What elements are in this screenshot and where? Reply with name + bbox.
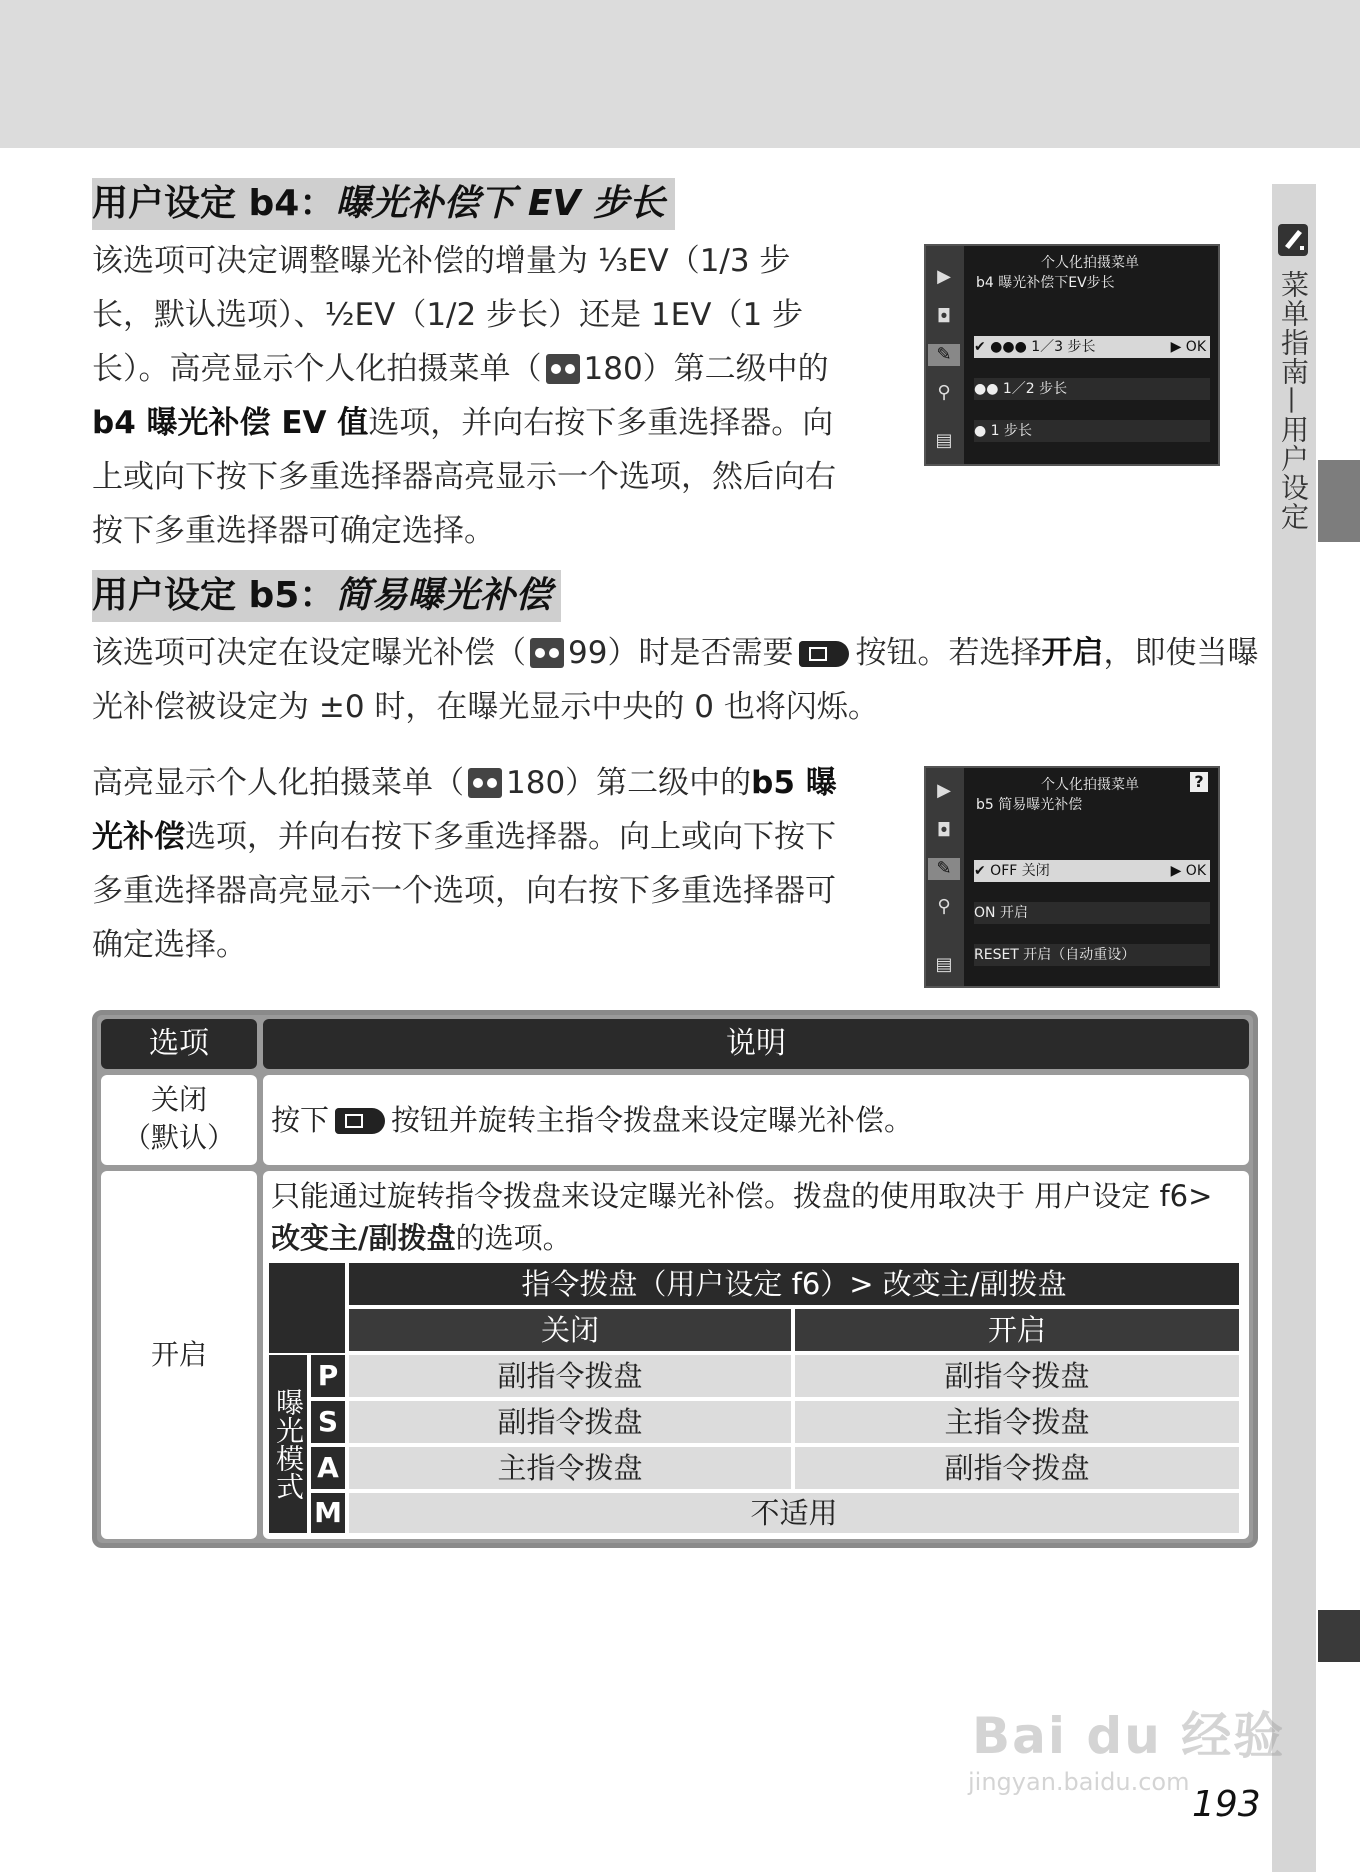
on-desc-text bbox=[271, 1175, 1241, 1259]
table-row-on-label: 开启 bbox=[101, 1171, 257, 1539]
b4-para-ref: 180）第二级中的 bbox=[583, 351, 829, 387]
b4-para-bold: b4 曝光补偿 EV 值 bbox=[92, 405, 369, 441]
menu-icon-column bbox=[926, 246, 964, 464]
help-icon: ? bbox=[1190, 772, 1208, 792]
mode-a-off: 主指令拨盘 bbox=[349, 1447, 791, 1489]
side-tab-label: 菜单指南—用户设定 bbox=[1277, 270, 1310, 531]
table-header-desc: 说明 bbox=[263, 1019, 1249, 1069]
off-label: 关闭 bbox=[150, 1083, 207, 1116]
wrench-icon: ⚲ bbox=[937, 896, 951, 917]
menu-icon-column bbox=[926, 768, 964, 986]
b5-para2-bold: b5 曝光补偿 bbox=[92, 765, 837, 855]
table-row-off-desc bbox=[263, 1075, 1249, 1165]
mode-p-off: 副指令拨盘 bbox=[349, 1355, 791, 1397]
on-desc-bold: 改变主/副拨盘 bbox=[271, 1221, 456, 1255]
exposure-comp-button-icon bbox=[799, 641, 849, 667]
wrench-icon: ⚲ bbox=[937, 382, 951, 403]
heading-b5 bbox=[92, 570, 561, 622]
recent-settings-icon: ▤ bbox=[935, 954, 953, 975]
b4-para-rest: 选项，并向右按下多重选择器。向上或向下按下多重选择器高亮显示一个选项，然后向右按下多重选择器可确定选择。 bbox=[92, 405, 836, 549]
screen-subtitle: b5 简易曝光补偿 bbox=[976, 797, 1083, 813]
mode-s-on: 主指令拨盘 bbox=[795, 1401, 1239, 1443]
page-number: 193 bbox=[1192, 1784, 1261, 1825]
b5-para1-b: 99）时是否需要 bbox=[568, 635, 794, 671]
b5-para1-d: ，即使当曝光补偿被设定为 ±0 时，在曝光显示中央的 0 也将闪烁。 bbox=[92, 635, 1259, 725]
b5-para2-a: 高亮显示个人化拍摄菜单（ bbox=[92, 765, 464, 801]
table-header-option: 选项 bbox=[101, 1019, 257, 1069]
reference-eye-icon bbox=[530, 638, 564, 668]
pencil-check-icon bbox=[1276, 222, 1310, 258]
subtable-col-on: 开启 bbox=[795, 1309, 1239, 1351]
subtable-corner bbox=[269, 1263, 345, 1353]
screen-option-full: ● 1 步长 bbox=[974, 420, 1210, 442]
off-desc-b: 按钮并旋转主指令拨盘来设定曝光补偿。 bbox=[391, 1103, 914, 1137]
b5-para1-bold: 开启 bbox=[1041, 635, 1104, 671]
top-band bbox=[0, 0, 1360, 148]
table-row-off-label bbox=[101, 1075, 257, 1165]
watermark-url: jingyan.baidu.com bbox=[968, 1768, 1190, 1796]
reference-eye-icon bbox=[546, 354, 580, 384]
exposure-comp-button-icon bbox=[335, 1108, 385, 1134]
side-tab-marker-bottom bbox=[1318, 1610, 1360, 1662]
camera-screen-b4 bbox=[924, 244, 1220, 466]
subtable-col-off: 关闭 bbox=[349, 1309, 791, 1351]
b4-para-text: 该选项可决定调整曝光补偿的增量为 ⅓EV（1/3 步长，默认选项）、½EV（1/2 步长）还是 1EV（1 步长）。高亮显示个人化拍摄菜单（ bbox=[92, 243, 804, 387]
screen-option-on: ON 开启 bbox=[974, 902, 1210, 924]
subtable-header: 指令拨盘（用户设定 f6）> 改变主/副拨盘 bbox=[349, 1263, 1239, 1305]
b5-para1-c: 按钮。若选择 bbox=[855, 635, 1042, 671]
b4-paragraph bbox=[92, 234, 852, 558]
heading-b5-title: 简易曝光补偿 bbox=[335, 575, 552, 616]
pencil-icon: ✎ bbox=[928, 344, 960, 366]
mode-s-off: 副指令拨盘 bbox=[349, 1401, 791, 1443]
heading-b4-title: 曝光补偿下 EV 步长 bbox=[335, 183, 665, 224]
playback-icon: ▶ bbox=[937, 266, 951, 287]
screen-option-off: ✔ OFF 关闭 ▶ OK bbox=[974, 860, 1210, 882]
b5-para2-c: 选项，并向右按下多重选择器。向上或向下按下多重选择器高亮显示一个选项，向右按下多重选择器可确定选择。 bbox=[92, 819, 836, 963]
heading-b4-prefix: 用户设定 b4： bbox=[92, 183, 336, 224]
b5-paragraph-1 bbox=[92, 626, 1262, 734]
mode-s: S bbox=[311, 1401, 345, 1443]
exposure-mode-label: 曝光模式 bbox=[269, 1355, 307, 1533]
screen-option-reset: RESET 开启（自动重设） bbox=[974, 944, 1210, 966]
b5-para2-b: 180）第二级中的 bbox=[506, 765, 752, 801]
recent-settings-icon: ▤ bbox=[935, 430, 953, 451]
mode-m: M bbox=[311, 1493, 345, 1533]
off-desc-a: 按下 bbox=[271, 1103, 330, 1137]
screen-subtitle: b4 曝光补偿下EV步长 bbox=[976, 275, 1115, 291]
b5-paragraph-2 bbox=[92, 756, 852, 972]
camera-screen-b5 bbox=[924, 766, 1220, 988]
mode-m-merged: 不适用 bbox=[349, 1493, 1239, 1533]
watermark-brand: Bai du 经验 bbox=[972, 1707, 1286, 1765]
mode-p-on: 副指令拨盘 bbox=[795, 1355, 1239, 1397]
camera-icon: ◘ bbox=[936, 820, 952, 841]
side-tab-marker bbox=[1318, 460, 1360, 542]
screen-title: 个人化拍摄菜单 bbox=[1041, 255, 1139, 271]
playback-icon: ▶ bbox=[937, 780, 951, 801]
heading-b4 bbox=[92, 178, 675, 230]
mode-p: P bbox=[311, 1355, 345, 1397]
on-desc-a: 只能通过旋转指令拨盘来设定曝光补偿。拨盘的使用取决于 用户设定 f6> bbox=[271, 1179, 1213, 1213]
camera-icon: ◘ bbox=[936, 306, 952, 327]
reference-eye-icon bbox=[468, 768, 502, 798]
screen-option-third: ✔ ●●● 1／3 步长 ▶ OK bbox=[974, 336, 1210, 358]
default-label: （默认） bbox=[122, 1121, 235, 1154]
heading-b5-prefix: 用户设定 b5： bbox=[92, 575, 336, 616]
b5-para1-a: 该选项可决定在设定曝光补偿（ bbox=[92, 635, 526, 671]
table-row-on-desc bbox=[263, 1171, 1249, 1539]
on-desc-b: 的选项。 bbox=[455, 1221, 572, 1255]
mode-a: A bbox=[311, 1447, 345, 1489]
screen-option-half: ●● 1／2 步长 bbox=[974, 378, 1210, 400]
mode-a-on: 副指令拨盘 bbox=[795, 1447, 1239, 1489]
pencil-icon: ✎ bbox=[928, 858, 960, 880]
screen-title: 个人化拍摄菜单 bbox=[1041, 777, 1139, 793]
options-table bbox=[92, 1010, 1258, 1548]
